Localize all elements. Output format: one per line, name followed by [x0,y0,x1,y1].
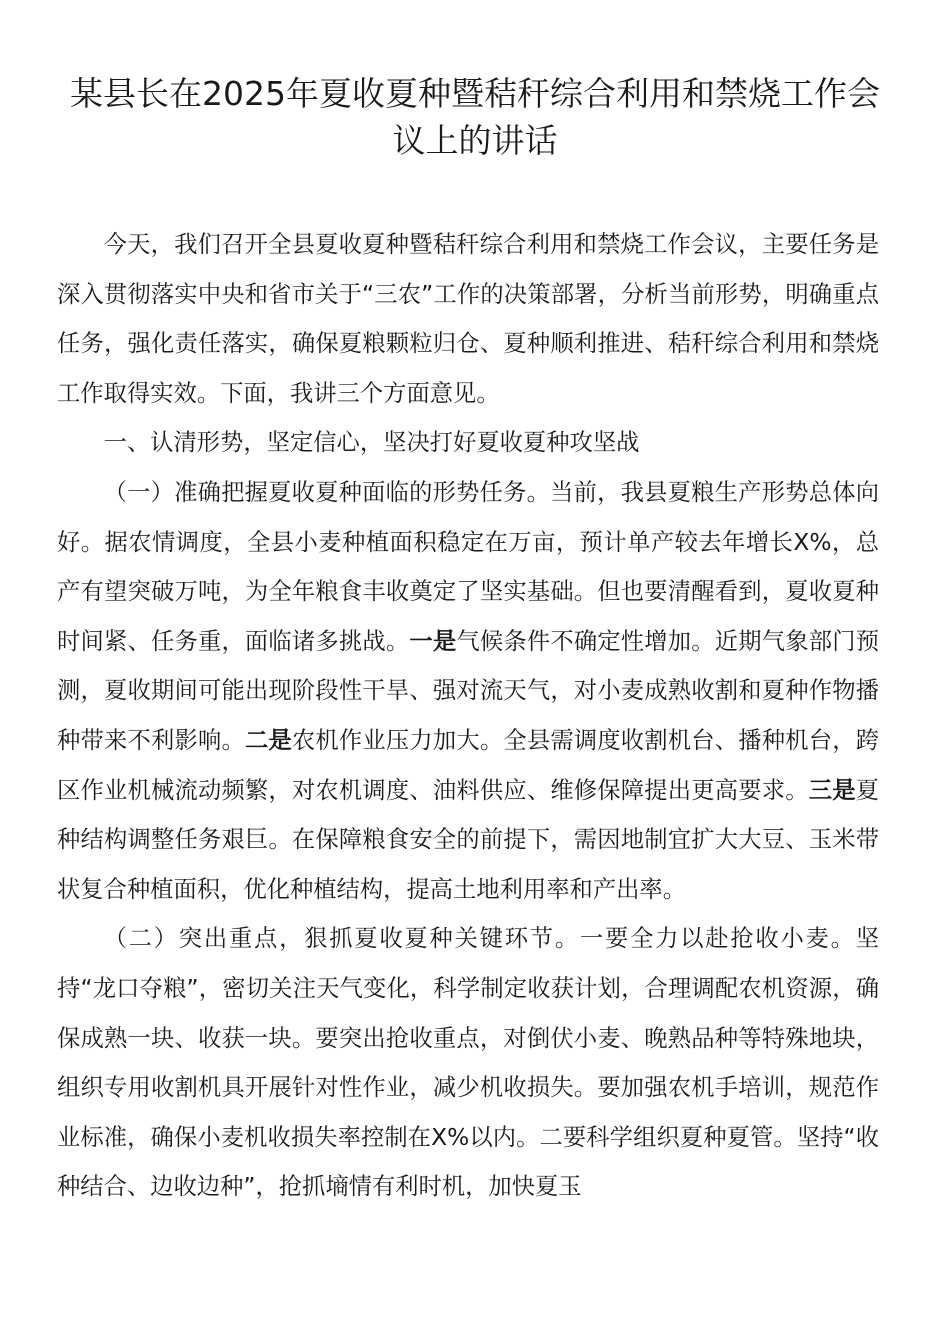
body-paragraph [57,418,879,468]
paragraph-text: 一、认清形势，坚定信心，坚决打好夏收夏种攻坚战 [103,429,640,457]
emphasis-label: 二是 [244,726,292,754]
body-paragraph [57,914,879,1212]
paragraph-text: 夏种结构调整任务艰巨。在保障粮食安全的前提下，需因地制宜扩大大豆、玉米带状复合种植面积，优化种植结构，提高土地利用率和产出率。 [57,776,879,903]
document-body [57,220,879,1212]
emphasis-label: 一是 [409,627,457,655]
paragraph-text: 今天，我们召开全县夏收夏种暨秸秆综合利用和禁烧工作会议，主要任务是深入贯彻落实中央和省市关于“三农”工作的决策部署，分析当前形势，明确重点任务，强化责任落实，确保夏粮颗粒归仓、夏种顺利推进、秸秆综合利用和禁烧工作取得实效。下面，我讲三个方面意见。 [57,231,879,407]
body-paragraph [57,468,879,914]
body-paragraph [57,220,879,418]
paragraph-text: （一）准确把握夏收夏种面临的形势任务。当前，我县夏粮生产形势总体向好。据农情调度，全县小麦种植面积稳定在万亩，预计单产较去年增长X%，总产有望突破万吨，为全年粮食丰收奠定了坚实基础。但也要清醒看到，夏收夏种时间紧、任务重，面临诸多挑战。 [57,478,879,655]
document-title: 某县长在2025年夏收夏种暨秸秆综合利用和禁烧工作会议上的讲话 [70,74,880,160]
paragraph-text: 气候条件不确定性增加。近期气象部门预测，夏收期间可能出现阶段性干旱、强对流天气，对小麦成熟收割和夏种作物播种带来不利影响。 [57,627,880,754]
paragraph-text: （二）突出重点，狠抓夏收夏种关键环节。一要全力以赴抢收小麦。坚持“龙口夺粮”，密切关注天气变化，科学制定收获计划，合理调配农机资源，确保成熟一块、收获一块。要突出抢收重点，对倒伏小麦、晚熟品种等特殊地块，组织专用收割机具开展针对性作业，减少机收损失。要加强农机手培训，规范作业标准，确保小麦机收损失率控制在X%以内。二要科学组织夏种夏管。坚持“收种结合、边收边种”，抢抓墒情有利时机，加快夏玉 [57,925,879,1201]
emphasis-label: 三是 [808,776,856,804]
paragraph-text: 农机作业压力加大。全县需调度收割机台、播种机台，跨区作业机械流动频繁，对农机调度、油料供应、维修保障提出更高要求。 [57,726,880,804]
